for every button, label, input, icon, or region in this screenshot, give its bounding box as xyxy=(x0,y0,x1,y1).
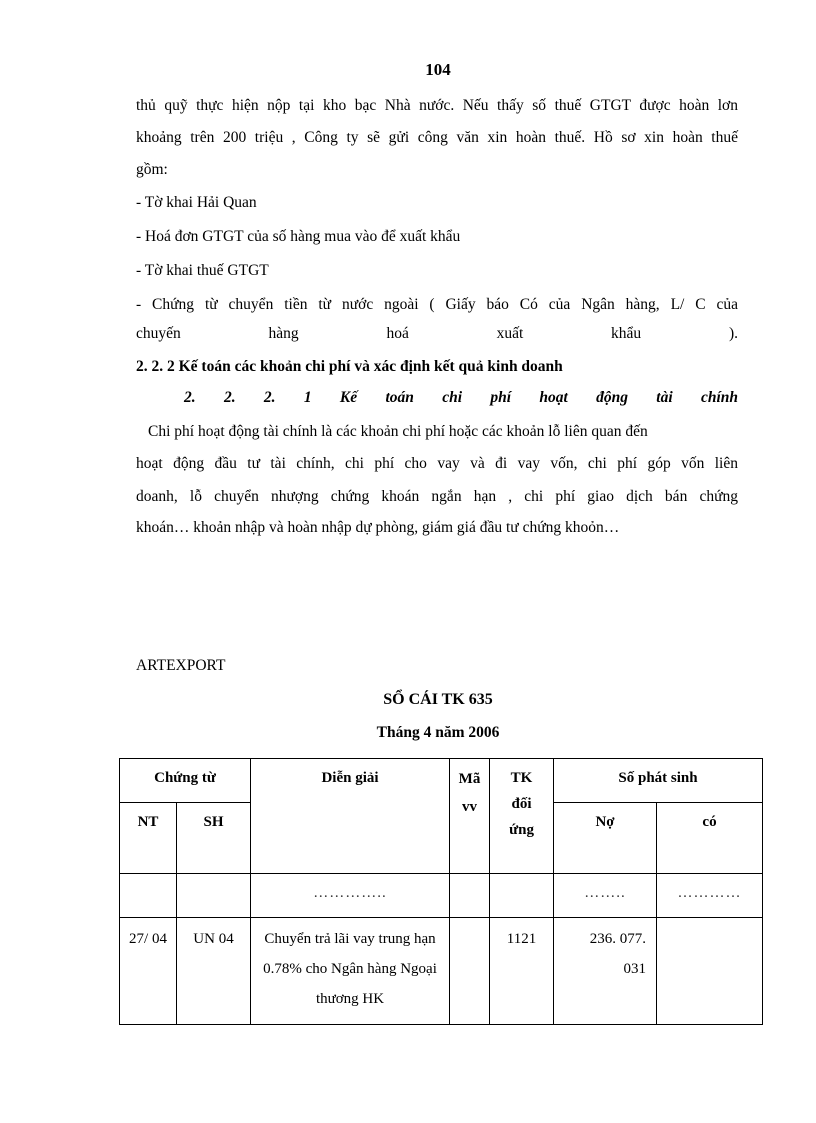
header-so-phat-sinh: Số phát sinh xyxy=(554,759,763,803)
page-number: 104 xyxy=(425,60,451,79)
dots-cell: ………….. xyxy=(251,874,450,918)
cell-co xyxy=(657,918,763,1025)
cell-dien-giai: Chuyển trả lãi vay trung hạn 0.78% cho Ngân hàng Ngoại thương HK xyxy=(251,918,450,1025)
header-ma-vv: Mã vv xyxy=(450,759,490,874)
paragraph-line: gồm: xyxy=(136,161,168,178)
list-item: chuyến hàng hoá xuất khẩu ). xyxy=(136,325,738,342)
header-tk-doi-ung: TK đối ứng xyxy=(490,759,554,874)
dots-cell: ………… xyxy=(657,874,763,918)
list-item: - Tờ khai thuế GTGT xyxy=(136,262,269,279)
header-co: có xyxy=(657,803,763,874)
list-item: - Tờ khai Hải Quan xyxy=(136,194,257,211)
ledger-table xyxy=(119,758,763,1025)
cell-nt: 27/ 04 xyxy=(120,918,177,1025)
list-item: - Chứng từ chuyển tiền từ nước ngoài ( Giấy báo Có của Ngân hàng, L/ C của xyxy=(136,296,738,313)
paragraph-line: thủ quỹ thực hiện nộp tại kho bạc Nhà nước. Nếu thấy số thuế GTGT được hoàn lơn xyxy=(136,97,738,114)
paragraph-line: khoảng trên 200 triệu , Công ty sẽ gửi công văn xin hoàn thuế. Hồ sơ xin hoàn thuế xyxy=(136,129,738,146)
header-sh: SH xyxy=(177,803,251,874)
paragraph-line: hoạt động đầu tư tài chính, chi phí cho vay và đi vay vốn, chi phí góp vốn liên xyxy=(136,455,738,472)
dots-cell: …….. xyxy=(554,874,657,918)
cell-ma-vv xyxy=(450,918,490,1025)
cell-sh: UN 04 xyxy=(177,918,251,1025)
list-item: - Hoá đơn GTGT của số hàng mua vào để xuất khẩu xyxy=(136,228,461,245)
section-heading: 2. 2. 2 Kế toán các khoản chi phí và xác định kết quả kinh doanh xyxy=(136,358,563,375)
header-no: Nợ xyxy=(554,803,657,874)
header-dien-giai: Diễn giải xyxy=(251,759,450,874)
ledger-period: Tháng 4 năm 2006 xyxy=(376,724,500,741)
cell-tk: 1121 xyxy=(490,918,554,1025)
company-name: ARTEXPORT xyxy=(136,657,226,674)
paragraph-line: doanh, lỗ chuyển nhượng chứng khoán ngắn hạn , chi phí giao dịch bán chứng xyxy=(136,488,738,505)
paragraph-line: Chi phí hoạt động tài chính là các khoản chi phí hoặc các khoản lỗ liên quan đến xyxy=(148,423,648,440)
header-chung-tu: Chứng từ xyxy=(120,759,251,803)
ledger-title: SỔ CÁI TK 635 xyxy=(383,691,493,708)
header-nt: NT xyxy=(120,803,177,874)
subsection-heading: 2. 2. 2. 1 Kế toán chi phí hoạt động tài chính xyxy=(184,389,738,406)
cell-no: 236. 077. 031 xyxy=(554,918,657,1025)
paragraph-line: khoán… khoản nhập và hoàn nhập dự phòng, giám giá đầu tư chứng khoỏn… xyxy=(136,519,620,536)
table-row xyxy=(120,874,763,918)
table-row xyxy=(120,918,763,1025)
